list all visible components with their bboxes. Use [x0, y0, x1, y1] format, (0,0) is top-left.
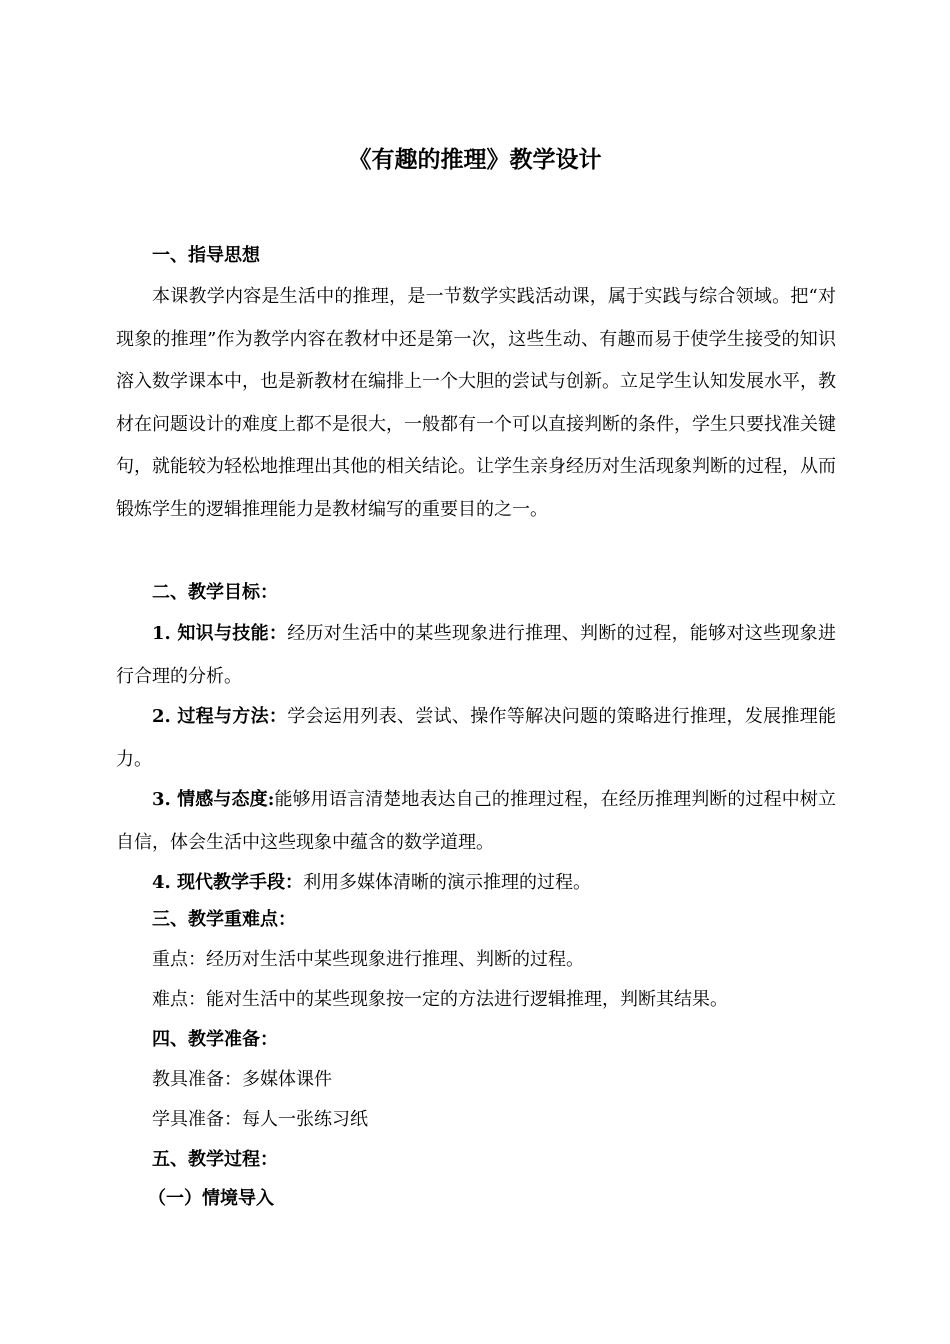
goal-text-knowledge: 经历对生活中的某些现象进行推理、判断的过程，能够对这些现象进行合理的分析。 [116, 623, 836, 687]
section-heading-preparation: 四、教学准备： [152, 1029, 278, 1050]
goal-label-knowledge: 1. 知识与技能： [152, 623, 288, 644]
goal-item-emotion [116, 779, 836, 864]
section-heading-teaching-goals: 二、教学目标： [152, 582, 278, 603]
goal-item-knowledge [116, 613, 836, 698]
teacher-preparation-text: 教具准备：多媒体课件 [152, 1069, 332, 1090]
subsection-heading-scenario-intro: （一）情境导入 [148, 1188, 274, 1209]
key-point-text: 重点：经历对生活中某些现象进行推理、判断的过程。 [152, 949, 584, 970]
section-heading-key-difficult-points: 三、教学重难点： [152, 909, 296, 930]
goal-label-modern-means: 4. 现代教学手段： [152, 872, 304, 893]
goal-label-emotion: 3. 情感与态度: [152, 789, 275, 810]
difficult-point-text: 难点：能对生活中的某些现象按一定的方法进行逻辑推理，判断其结果。 [152, 989, 728, 1010]
goal-text-process: 学会运用列表、尝试、操作等解决问题的策略进行推理，发展推理能力。 [116, 706, 836, 770]
goal-label-process: 2. 过程与方法： [152, 706, 288, 727]
goal-item-process [116, 696, 836, 781]
section-heading-guiding-idea: 一、指导思想 [152, 245, 260, 266]
goal-text-modern-means: 利用多媒体清晰的演示推理的过程。 [303, 872, 592, 893]
goal-text-emotion: 能够用语言清楚地表达自己的推理过程，在经历推理判断的过程中树立自信，体会生活中这些现象中蕴含的数学道理。 [116, 789, 837, 853]
goal-item-modern-means [116, 862, 836, 905]
guiding-idea-paragraph: 本课教学内容是生活中的推理，是一节数学实践活动课，属于实践与综合领域。把“对现象的推理”作为教学内容在教材中还是第一次，这些生动、有趣而易于使学生接受的知识溶入数学课本中，也是新教材在编排上一个大胆的尝试与创新。立足学生认知发展水平，教材在问题设计的难度上都不是很大，一般都有一个可以直接判断的条件，学生只要找准关键句，就能较为轻松地推理出其他的相关结论。让学生亲身经历对生活现象判断的过程，从而锻炼学生的逻辑推理能力是教材编写的重要目的之一。 [116, 286, 836, 520]
section-heading-teaching-process: 五、教学过程： [152, 1149, 278, 1170]
student-preparation-text: 学具准备：每人一张练习纸 [152, 1109, 368, 1130]
document-title: 《有趣的推理》教学设计 [348, 146, 602, 173]
